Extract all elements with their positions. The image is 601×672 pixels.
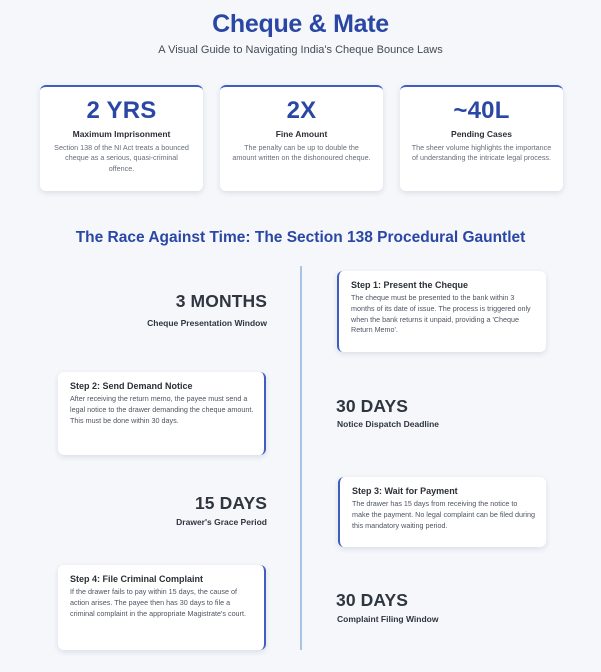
milestone-value: 30 DAYS (336, 396, 409, 416)
stat-card-fine (220, 85, 383, 191)
page-title: Cheque & Mate (212, 10, 389, 38)
step-title: Step 3: Wait for Payment (352, 486, 458, 496)
stat-value: ~40L (453, 97, 510, 124)
milestone-label: Notice Dispatch Deadline (337, 419, 440, 429)
stat-label: Pending Cases (451, 129, 512, 139)
step-card-2 (58, 372, 266, 455)
milestone-value: 15 DAYS (194, 493, 267, 513)
stat-label: Maximum Imprisonment (72, 129, 171, 139)
stat-description: Section 138 of the NI Act treats a bounced cheque as a serious, quasi-criminal offence. (54, 143, 189, 173)
stat-card-pending-cases (400, 85, 563, 191)
step-description: If the drawer fails to pay within 15 days, the cause of action arises. The payee then has 30 days to file a criminal complaint in the appropriate Magistrate's court. (70, 587, 246, 618)
step-card-1 (337, 271, 546, 352)
step-title: Step 2: Send Demand Notice (70, 381, 193, 391)
step-description: After receiving the return memo, the payee must send a legal notice to the drawer demanding the cheque amount. This must be done within 30 days. (70, 394, 254, 425)
stat-description: The penalty can be up to double the amount written on the dishonoured cheque. (232, 143, 371, 163)
stat-value: 2X (286, 97, 317, 124)
stat-card-imprisonment (40, 85, 203, 191)
milestone-label: Drawer's Grace Period (176, 517, 267, 527)
step-title: Step 1: Present the Cheque (351, 280, 469, 290)
step-title: Step 4: File Criminal Complaint (70, 574, 204, 584)
milestone-value: 3 MONTHS (175, 291, 267, 311)
step-card-3 (338, 477, 546, 547)
page-subtitle: A Visual Guide to Navigating India's Cheque Bounce Laws (158, 44, 443, 56)
stat-description: The sheer volume highlights the importance of understanding the intricate legal process. (411, 143, 552, 163)
milestone-label: Complaint Filing Window (337, 614, 439, 624)
milestone-label: Cheque Presentation Window (147, 318, 267, 328)
milestone-value: 30 DAYS (336, 590, 409, 610)
stat-value: 2 YRS (86, 97, 157, 124)
timeline-title: The Race Against Time: The Section 138 Procedural Gauntlet (75, 229, 526, 246)
step-description: The cheque must be presented to the bank within 3 months of its date of issue. The process is triggered only when the bank returns it unpaid, providing a 'Cheque Return Memo'. (351, 293, 531, 335)
stat-label: Fine Amount (275, 129, 328, 139)
step-description: The drawer has 15 days from receiving the notice to make the payment. No legal complaint can be filed during this mandatory waiting period. (352, 499, 535, 530)
timeline-axis (300, 266, 302, 650)
step-card-4 (58, 565, 266, 650)
